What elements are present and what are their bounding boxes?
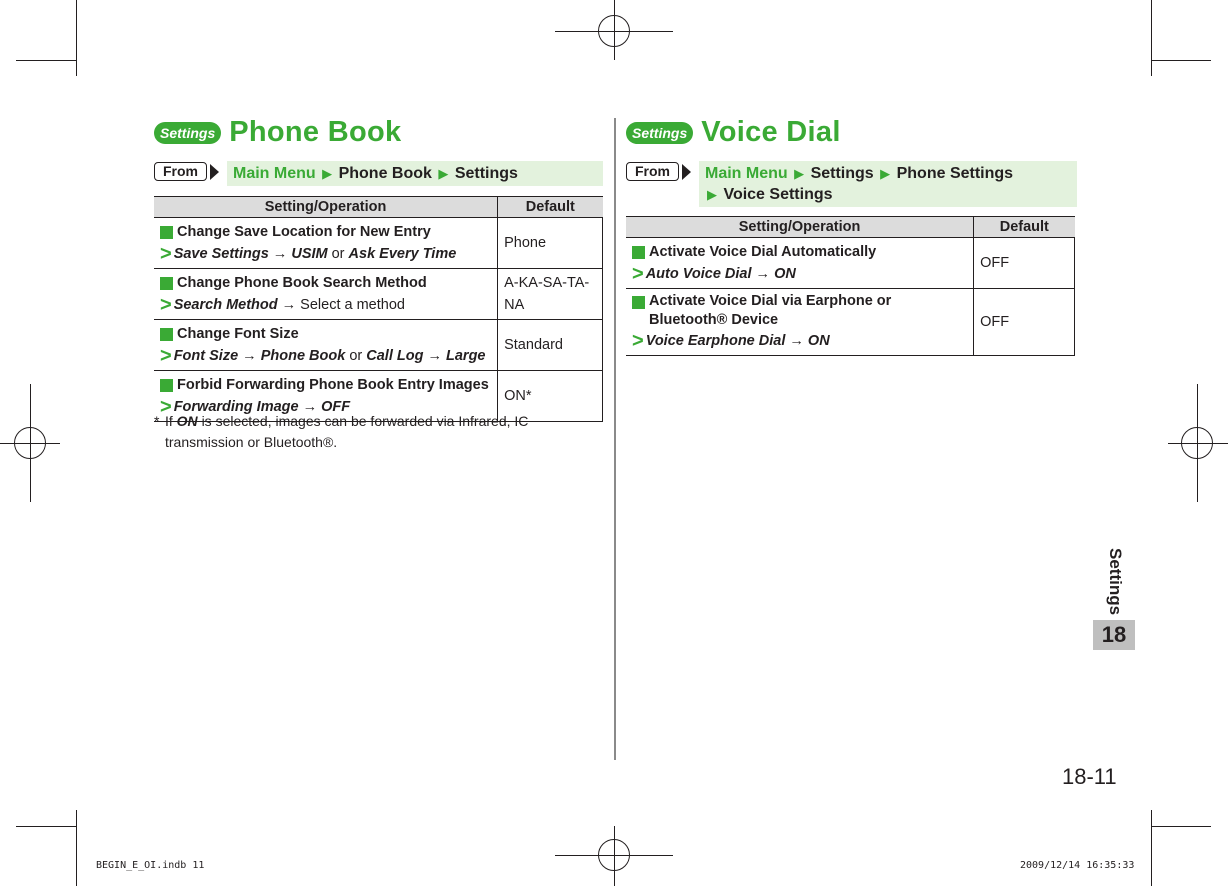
- footnote: [154, 411, 606, 453]
- page-number: 18-11: [1062, 764, 1117, 789]
- settings-table: [626, 216, 1075, 356]
- operation-steps: > Voice Earphone Dial → ON: [632, 330, 830, 352]
- default-value: OFF: [974, 238, 1075, 289]
- operation-steps: > Search Method → Select a method: [160, 294, 405, 316]
- square-bullet-icon: [632, 246, 645, 259]
- settings-badge: Settings: [626, 122, 693, 144]
- table-header-row: [626, 217, 1075, 238]
- chevron-right-icon: >: [160, 243, 172, 265]
- square-bullet-icon: [160, 379, 173, 392]
- path-step: Phone Book: [338, 165, 432, 182]
- section-title: Phone Book: [229, 116, 402, 148]
- default-value: OFF: [974, 289, 1075, 356]
- from-tag: [626, 162, 691, 181]
- path-step: Settings: [810, 165, 874, 182]
- column-header: Setting/Operation: [626, 217, 974, 238]
- settings-table: [154, 196, 603, 422]
- from-path-bar: [154, 161, 603, 186]
- square-bullet-icon: [160, 226, 173, 239]
- table-header-row: [154, 197, 603, 218]
- from-label: From: [154, 162, 207, 181]
- footnote-marker: *: [154, 413, 160, 429]
- chevron-right-icon: >: [632, 263, 644, 285]
- column-divider: [614, 118, 616, 760]
- column-header: Setting/Operation: [154, 197, 498, 218]
- default-value: Standard: [498, 320, 603, 371]
- path-step: Phone Settings: [896, 165, 1014, 182]
- table-row: [154, 218, 603, 269]
- table-row: [154, 269, 603, 320]
- table-row: [626, 289, 1075, 356]
- column-header: Default: [974, 217, 1075, 238]
- path-arrow-icon: ▶: [707, 187, 717, 202]
- path-step: Main Menu: [705, 165, 788, 182]
- from-tag: [154, 162, 219, 181]
- menu-path: [699, 161, 1077, 207]
- settings-badge: Settings: [154, 122, 221, 144]
- operation: Activate Voice Dial via Earphone or Bluetooth® Device: [632, 292, 969, 330]
- operation-steps: > Font Size → Phone Book or Call Log → Large: [160, 345, 486, 367]
- path-arrow-icon: ▶: [322, 166, 333, 181]
- chevron-right-icon: >: [160, 396, 172, 418]
- operation: Activate Voice Dial Automatically: [632, 241, 969, 263]
- operation-steps: > Auto Voice Dial → ON: [632, 263, 796, 285]
- path-arrow-icon: ▶: [880, 166, 891, 181]
- table-row: [154, 320, 603, 371]
- path-step: Settings: [454, 165, 518, 182]
- path-arrow-icon: ▶: [794, 166, 805, 181]
- square-bullet-icon: [632, 296, 645, 309]
- chapter-tab-label: Settings: [1106, 548, 1125, 616]
- operation-steps: > Forwarding Image → OFF: [160, 396, 351, 418]
- phone-book-heading: [154, 116, 401, 149]
- column-header: Default: [498, 197, 603, 218]
- from-arrow-icon: [682, 164, 691, 180]
- path-step: Voice Settings: [723, 186, 833, 203]
- path-arrow-icon: ▶: [438, 166, 449, 181]
- operation: Forbid Forwarding Phone Book Entry Images: [160, 374, 493, 396]
- chapter-number: 18: [1093, 620, 1135, 650]
- from-arrow-icon: [210, 164, 219, 180]
- operation-steps: > Save Settings → USIM or Ask Every Time: [160, 243, 457, 265]
- operation: Change Font Size: [160, 323, 493, 345]
- operation: Change Save Location for New Entry: [160, 221, 493, 243]
- default-value: ON*: [498, 371, 603, 422]
- chevron-right-icon: >: [160, 294, 172, 316]
- square-bullet-icon: [160, 277, 173, 290]
- from-path-bar: [626, 161, 1077, 207]
- chevron-right-icon: >: [160, 345, 172, 367]
- default-value: A-KA-SA-TA-NA: [498, 269, 603, 320]
- from-label: From: [626, 162, 679, 181]
- section-title: Voice Dial: [701, 116, 841, 148]
- operation: Change Phone Book Search Method: [160, 272, 493, 294]
- chevron-right-icon: >: [632, 330, 644, 352]
- footer-timestamp: 2009/12/14 16:35:33: [1020, 860, 1135, 871]
- voice-dial-heading: [626, 116, 841, 149]
- menu-path: [227, 161, 603, 186]
- default-value: Phone: [498, 218, 603, 269]
- table-row: [626, 238, 1075, 289]
- square-bullet-icon: [160, 328, 173, 341]
- footer-file: BEGIN_E_OI.indb 11: [96, 860, 205, 871]
- path-step: Main Menu: [233, 165, 316, 182]
- footnote-text: If ON is selected, images can be forwarded via Infrared, IC transmission or Bluetooth®.: [165, 413, 529, 450]
